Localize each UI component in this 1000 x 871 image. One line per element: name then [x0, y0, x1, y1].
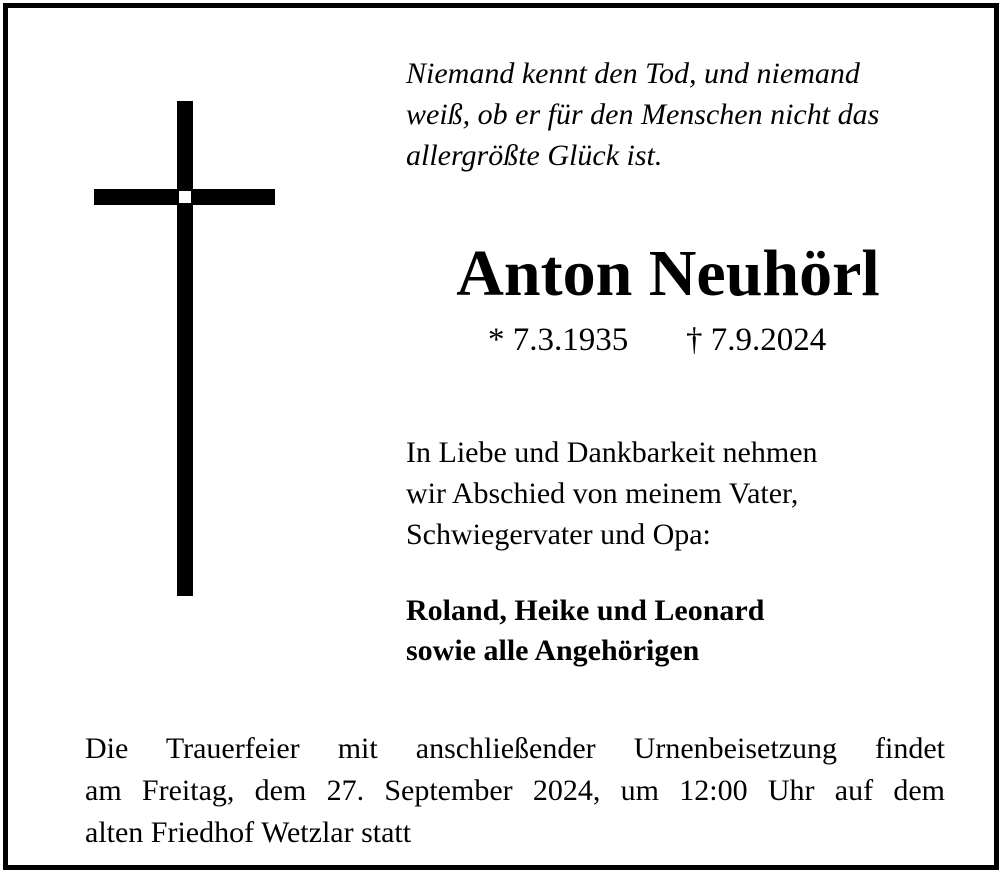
- farewell-message: [406, 432, 818, 555]
- mourners-line: sowie alle Angehörigen: [406, 634, 700, 667]
- obituary-notice: [3, 3, 999, 870]
- deceased-name: Anton Neuhörl: [456, 237, 880, 310]
- funeral-service-info: [85, 728, 945, 854]
- quote-line: weiß, ob er für den Menschen nicht das: [406, 98, 880, 131]
- death-date: † 7.9.2024: [686, 322, 827, 358]
- farewell-line: wir Abschied von meinem Vater,: [406, 477, 799, 510]
- service-line: am Freitag, dem 27. September 2024, um 12:00 Uhr auf dem: [85, 774, 945, 807]
- cross-center-mark: [179, 191, 191, 203]
- farewell-line: Schwiegervater und Opa:: [406, 518, 711, 551]
- service-line: Die Trauerfeier mit anschließender Urnenbeisetzung findet: [85, 732, 945, 765]
- service-line: alten Friedhof Wetzlar statt: [85, 816, 412, 849]
- cross-vertical-beam: [177, 101, 193, 596]
- memorial-quote: [406, 53, 966, 176]
- birth-date: * 7.3.1935: [488, 322, 629, 358]
- quote-line: allergrößte Glück ist.: [406, 139, 663, 172]
- quote-line: Niemand kennt den Tod, und niemand: [406, 57, 860, 90]
- mourners-line: Roland, Heike und Leonard: [406, 594, 765, 627]
- mourners-list: [406, 591, 764, 671]
- farewell-line: In Liebe und Dankbarkeit nehmen: [406, 436, 818, 469]
